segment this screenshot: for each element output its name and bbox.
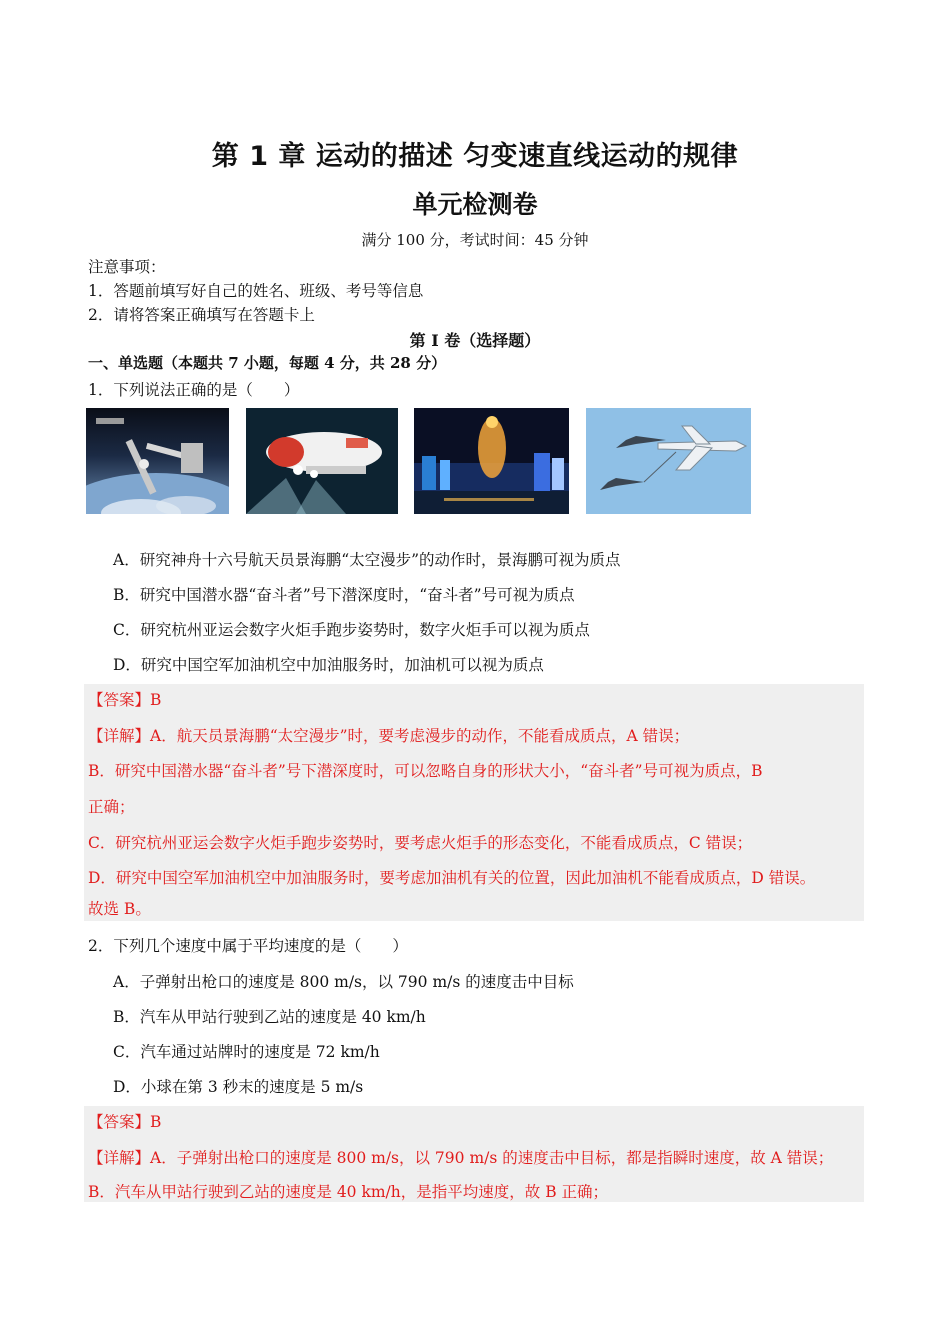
torchbearer-night-image: [414, 408, 569, 514]
question-1-stem: 1．下列说法正确的是（ ）: [88, 381, 300, 399]
question-1-detail-line: C．研究杭州亚运会数字火炬手跑步姿势时，要考虑火炬手的形态变化，不能看成质点，C 错误；: [88, 834, 753, 852]
question-1-detail-line: 正确；: [88, 798, 135, 816]
exam-info: 满分 100 分，考试时间：45 分钟: [361, 231, 589, 249]
question-1-option-a: A．研究神舟十六号航天员景海鹏“太空漫步”的动作时，景海鹏可视为质点: [113, 551, 621, 569]
question-1-detail-line: D．研究中国空军加油机空中加油服务时，要考虑加油机有关的位置，因此加油机不能看成质点，D 错误。: [88, 869, 816, 887]
question-1-detail-line: B．研究中国潜水器“奋斗者”号下潜深度时，可以忽略自身的形状大小，“奋斗者”号可视为质点，B: [88, 762, 763, 780]
question-1-option-b: B．研究中国潜水器“奋斗者”号下潜深度时，“奋斗者”号可视为质点: [113, 586, 575, 604]
question-2-detail-line: B．汽车从甲站行驶到乙站的速度是 40 km/h，是指平均速度，故 B 正确；: [88, 1183, 609, 1201]
section-title: 第 I 卷（选择题）: [409, 331, 541, 350]
question-2-answer-box: [84, 1106, 864, 1202]
question-1-answer: 【答案】B: [88, 691, 162, 709]
notes-heading: 注意事项：: [88, 258, 166, 276]
test-title: 单元检测卷: [412, 190, 538, 219]
note-item: 2．请将答案正确填写在答题卡上: [88, 306, 315, 324]
question-1-option-d: D．研究中国空军加油机空中加油服务时，加油机可以视为质点: [113, 656, 544, 674]
note-item: 1．答题前填写好自己的姓名、班级、考号等信息: [88, 282, 424, 300]
part-title: 一、单选题（本题共 7 小题，每题 4 分，共 28 分）: [88, 354, 447, 372]
question-2-option-c: C．汽车通过站牌时的速度是 72 km/h: [113, 1043, 380, 1061]
question-1-detail-line: 故选 B。: [88, 900, 151, 918]
question-1-answer-box: [84, 684, 864, 921]
question-1-images: [86, 408, 752, 516]
question-1-option-c: C．研究杭州亚运会数字火炬手跑步姿势时，数字火炬手可以视为质点: [113, 621, 590, 639]
question-1-detail-line: 【详解】A．航天员景海鹏“太空漫步”时，要考虑漫步的动作，不能看成质点，A 错误；: [88, 727, 690, 745]
question-2-option-b: B．汽车从甲站行驶到乙站的速度是 40 km/h: [113, 1008, 426, 1026]
question-2-option-d: D．小球在第 3 秒末的速度是 5 m/s: [113, 1078, 364, 1096]
chapter-title: 第 1 章 运动的描述 匀变速直线运动的规律: [211, 141, 739, 172]
aerial-refueling-image: [586, 408, 751, 514]
question-2-answer: 【答案】B: [88, 1113, 162, 1131]
submersible-image: [246, 408, 398, 514]
space-station-arm-image: [86, 408, 229, 514]
question-2-detail-line: 【详解】A．子弹射出枪口的速度是 800 m/s，以 790 m/s 的速度击中目标，都是指瞬时速度，故 A 错误；: [88, 1149, 834, 1167]
question-2-option-a: A．子弹射出枪口的速度是 800 m/s，以 790 m/s 的速度击中目标: [113, 973, 574, 991]
question-2-stem: 2．下列几个速度中属于平均速度的是（ ）: [88, 937, 408, 955]
